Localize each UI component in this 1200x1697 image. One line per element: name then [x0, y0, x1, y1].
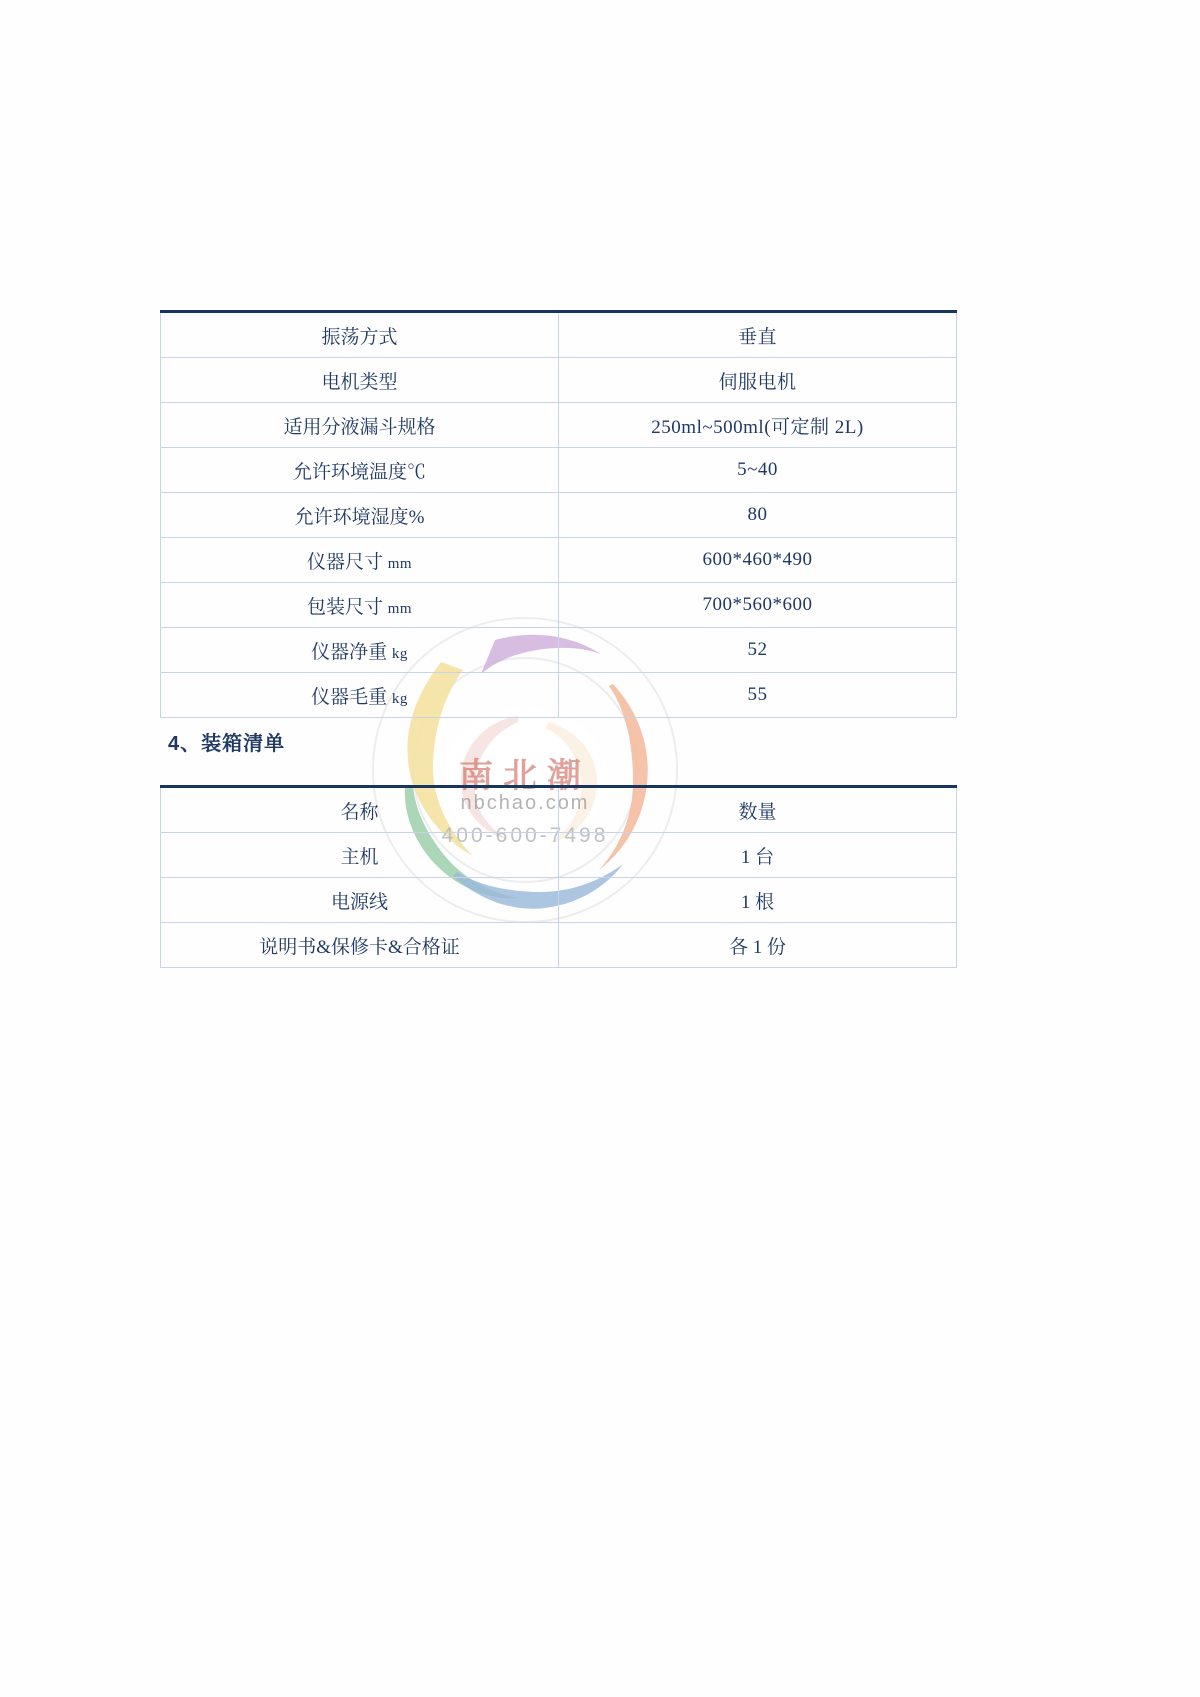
spec-value-cell — [559, 538, 957, 583]
spec-value-cell — [559, 493, 957, 538]
spec-value: 250ml~500ml(可定制 2L) — [651, 416, 864, 438]
table-row — [161, 358, 957, 403]
packing-item-name: 电源线 — [161, 878, 559, 923]
spec-label-cell — [161, 448, 559, 493]
spec-value-cell — [559, 448, 957, 493]
spec-unit: mm — [387, 600, 413, 617]
packing-item-name: 说明书&保修卡&合格证 — [161, 923, 559, 968]
spec-label-cell — [161, 583, 559, 628]
spec-label-cell — [161, 673, 559, 718]
spec-label-cell — [161, 358, 559, 403]
table-row — [161, 538, 957, 583]
table-row — [161, 878, 957, 923]
spec-value: 55 — [747, 684, 768, 705]
spec-label-cell — [161, 403, 559, 448]
watermark-phone: 400-600-7498 — [441, 824, 609, 847]
spec-value: 垂直 — [737, 326, 777, 348]
spec-label-cell — [161, 312, 559, 358]
table-header-row — [161, 787, 957, 833]
packing-header-name: 名称 — [161, 787, 559, 833]
spec-label: 包装尺寸 — [306, 596, 383, 618]
watermark-url: nbchao.com — [460, 792, 590, 814]
packing-item-quantity: 1 台 — [559, 833, 957, 878]
table-row — [161, 833, 957, 878]
table-row — [161, 583, 957, 628]
packing-list-table — [160, 785, 957, 968]
spec-value: 700*560*600 — [702, 594, 813, 615]
spec-value-cell — [559, 583, 957, 628]
watermark-brand: 南北潮 — [459, 758, 591, 795]
spec-label: 允许环境湿度% — [294, 506, 425, 528]
table-row — [161, 628, 957, 673]
table-row — [161, 673, 957, 718]
spec-value-cell — [559, 628, 957, 673]
spec-label: 仪器尺寸 — [306, 551, 383, 573]
spec-label: 仪器毛重 — [311, 686, 388, 708]
specification-table — [160, 310, 957, 718]
table-row — [161, 312, 957, 358]
packing-item-quantity: 各 1 份 — [559, 923, 957, 968]
table-row — [161, 923, 957, 968]
spec-label: 适用分液漏斗规格 — [283, 416, 436, 438]
spec-label: 振荡方式 — [321, 326, 398, 348]
spec-value: 伺服电机 — [718, 371, 797, 393]
packing-item-quantity: 1 根 — [559, 878, 957, 923]
spec-label-cell — [161, 493, 559, 538]
spec-value-cell — [559, 673, 957, 718]
spec-value: 600*460*490 — [702, 549, 813, 570]
table-row — [161, 493, 957, 538]
packing-header-quantity: 数量 — [559, 787, 957, 833]
packing-list-heading: 4、装箱清单 — [168, 733, 286, 755]
spec-value-cell — [559, 403, 957, 448]
spec-label-cell — [161, 538, 559, 583]
table-row — [161, 448, 957, 493]
spec-label: 允许环境温度℃ — [292, 461, 426, 483]
spec-value: 5~40 — [737, 459, 778, 480]
spec-value-cell — [559, 312, 957, 358]
spec-unit: mm — [387, 555, 413, 572]
spec-value-cell — [559, 358, 957, 403]
spec-unit: kg — [391, 690, 408, 707]
spec-label: 电机类型 — [321, 371, 398, 393]
spec-label: 仪器净重 — [311, 641, 388, 663]
packing-item-name: 主机 — [161, 833, 559, 878]
table-row — [161, 403, 957, 448]
spec-label-cell — [161, 628, 559, 673]
spec-unit: kg — [391, 645, 408, 662]
spec-value: 52 — [747, 639, 768, 660]
spec-value: 80 — [747, 504, 768, 525]
